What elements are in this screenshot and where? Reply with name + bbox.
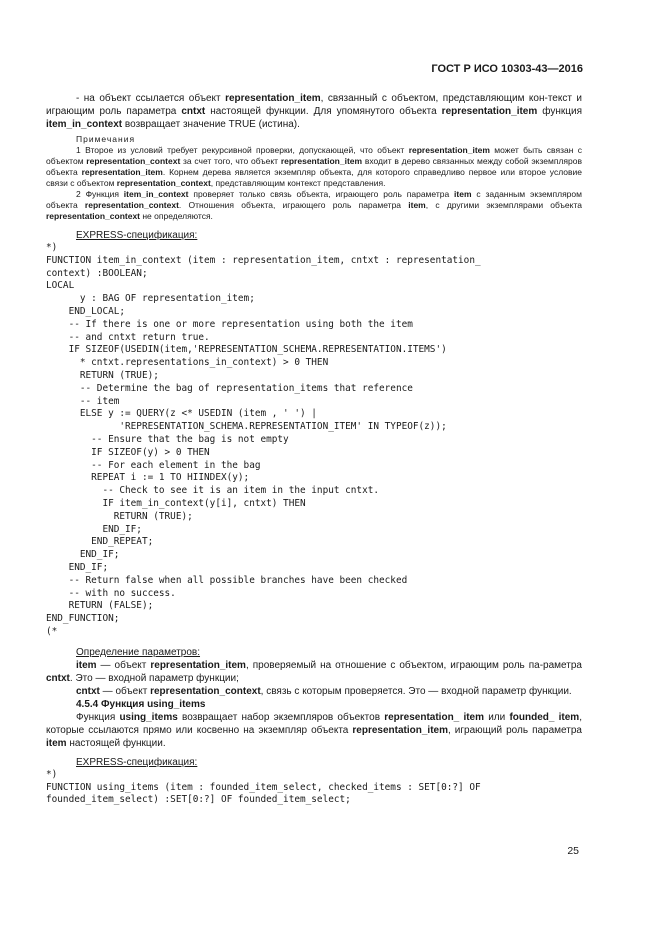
text-run: . Корнем дерева является экземпляр объекта, для которого справедливо первое или второе условие связи с объектом xyxy=(46,167,582,188)
term: founded_ item xyxy=(509,711,580,723)
text-run: , играющий роль параметра xyxy=(448,724,582,736)
term: representation_item xyxy=(408,145,490,155)
intro-paragraph xyxy=(46,92,582,131)
section-heading: 4.5.4 Функция using_items xyxy=(76,698,206,710)
express-spec-label-1: EXPRESS-спецификация: xyxy=(76,230,198,241)
text-run: , связанный с объектом, представляющим кон-текст и играющим роль параметра xyxy=(46,93,582,117)
text-run: возвращает значение TRUE (истина). xyxy=(122,119,300,130)
notes-heading: Примечания xyxy=(76,134,136,144)
text-run: настоящей функции. Для упомянутого объекта xyxy=(205,106,442,117)
term: cntxt xyxy=(181,106,206,117)
term: representation_item xyxy=(225,93,321,104)
text-run: — объект xyxy=(99,685,151,697)
term: item xyxy=(46,737,67,749)
express-spec-label-2: EXPRESS-спецификация: xyxy=(76,756,198,768)
term: representation_ item xyxy=(384,711,485,723)
term: representation_item xyxy=(150,659,246,671)
text-run: — объект xyxy=(96,659,151,671)
param-cntxt-definition xyxy=(46,685,582,698)
text-run: входит в дерево связанных между собой экземпляров объекта xyxy=(46,156,582,177)
express-code-item-in-context: *) FUNCTION item_in_context (item : representation_item, cntxt : representation_ context) :BOOLEAN; LOCAL y : BAG OF representation_item; END_LOCAL; -- If there is one or more representation using both the item -- and cntxt return true. IF SIZEOF(USEDIN(item,'REPRESENTATION_SCHEMA.REPRESENTATION.ITEMS') * cntxt.representations_in_context) > 0 THEN RETURN (TRUE); -- Determine the bag of representation_items that reference -- item ELSE y := QUERY(z <* USEDIN (item , ' ') | 'REPRESENTATION_SCHEMA.REPRESENTATION_ITEM' IN TYPEOF(z)); -- Ensure that the bag is not empty IF SIZEOF(y) > 0 THEN -- For each element in the bag REPEAT i := 1 TO HIINDEX(y); -- Check to see it is an item in the input cntxt. IF item_in_context(y[i], cntxt) THEN RETURN (TRUE); END_IF; END_REPEAT; END_IF; END_IF; -- Return false when all possible branches have been checked -- with no success. RETURN (FALSE); END_FUNCTION; (* xyxy=(46,242,481,637)
term: representation_item xyxy=(441,106,538,117)
term: item xyxy=(76,659,97,671)
text-run: с заданным экземпляром объекта xyxy=(46,189,582,210)
term: representation_item xyxy=(280,156,363,166)
term: representation_item xyxy=(81,167,163,177)
term: item xyxy=(454,189,472,199)
params-label: Определение параметров: xyxy=(76,646,201,658)
text-run: , проверяемый на отношение с объектом, играющим роль па-раметра xyxy=(245,659,582,671)
term: item_in_context xyxy=(46,119,123,130)
note-1 xyxy=(46,145,582,189)
term: representation_context xyxy=(86,156,181,166)
term: representation_context xyxy=(46,211,140,221)
term: using_items xyxy=(119,711,178,723)
text-run: , которые ссылаются прямо или косвенно на экземпляр объекта xyxy=(46,711,582,736)
term: representation_item xyxy=(352,724,448,736)
text-run: настоящей функции. xyxy=(66,737,166,749)
term: item xyxy=(408,200,426,210)
text-run: , с другими экземплярами объекта xyxy=(425,200,582,210)
page-number: 25 xyxy=(567,845,579,857)
text-run: Функция xyxy=(76,711,120,723)
section-body xyxy=(46,711,582,750)
document-header: ГОСТ Р ИСО 10303-43—2016 xyxy=(431,63,583,75)
text-run: . Это — входной параметр функции; xyxy=(69,672,239,684)
text-run: функция xyxy=(537,106,582,117)
text-run: 1 Второе из условий требует рекурсивной проверки, допускающей, что объект xyxy=(76,145,409,155)
text-run: проверяет только связь объекта, играющего роль параметра xyxy=(188,189,455,199)
text-run: 2 Функция xyxy=(76,189,124,199)
text-run: не определяются. xyxy=(140,211,213,221)
text-run: может быть связан с объектом xyxy=(46,145,582,166)
term: representation_context xyxy=(116,178,211,188)
text-run: возвращает набор экземпляров объектов xyxy=(177,711,385,723)
text-run: , связь с которым проверяется. Это — входной параметр функции. xyxy=(260,685,572,697)
page-content xyxy=(46,92,582,807)
term: cntxt xyxy=(76,685,100,697)
term: representation_context xyxy=(84,200,179,210)
term: representation_context xyxy=(150,685,261,697)
text-run: - на объект ссылается объект xyxy=(76,93,226,104)
express-code-using-items: *) FUNCTION using_items (item : founded_item_select, checked_items : SET[0:?] OF founded_item_select) :SET[0:?] OF founded_item_select; xyxy=(46,768,481,806)
text-run: . Отношения объекта, играющего роль параметра xyxy=(178,200,409,210)
text-run: , представляющим контекст представления. xyxy=(210,178,386,188)
term: item_in_context xyxy=(123,189,189,199)
note-2 xyxy=(46,189,582,222)
text-run: за счет того, что объект xyxy=(180,156,281,166)
param-item-definition xyxy=(46,659,582,685)
term: cntxt xyxy=(46,672,70,684)
text-run: или xyxy=(484,711,510,723)
